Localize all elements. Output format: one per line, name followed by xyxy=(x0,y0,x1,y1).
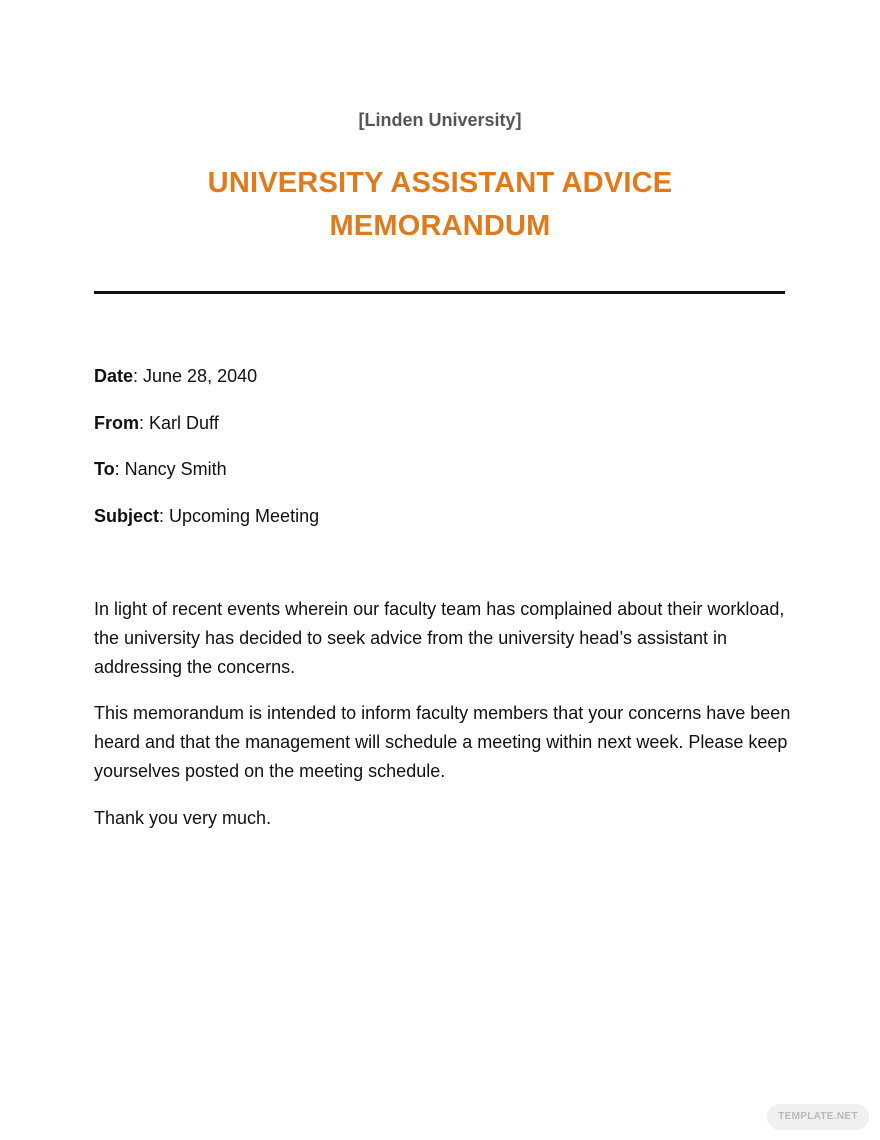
organization-name: [Linden University] xyxy=(358,110,522,130)
template-watermark[interactable]: TEMPLATE.NET xyxy=(767,1104,869,1130)
memo-title: UNIVERSITY ASSISTANT ADVICE MEMORANDUM xyxy=(207,167,673,242)
header-divider xyxy=(94,291,785,294)
body-paragraph-purpose: This memorandum is intended to inform faculty members that your concerns have been heard and that the management will schedule a meeting within next week. Please keep yourselves posted on the meeting schedule. xyxy=(94,703,791,781)
subject-value: : Upcoming Meeting xyxy=(159,506,320,526)
subject-field xyxy=(94,504,319,528)
to-label: To xyxy=(94,459,115,479)
to-field xyxy=(94,457,227,481)
date-value: : June 28, 2040 xyxy=(133,366,258,386)
from-label: From xyxy=(94,413,139,433)
date-label: Date xyxy=(94,366,134,386)
subject-label: Subject xyxy=(94,506,160,526)
body-paragraph-intro: In light of recent events wherein our faculty team has complained about their workload, the university has decided to seek advice from the university head’s assistant in addressing the concerns. xyxy=(94,599,785,677)
to-value: : Nancy Smith xyxy=(114,459,227,479)
from-field xyxy=(94,411,219,435)
from-value: : Karl Duff xyxy=(139,413,219,433)
body-paragraph-closing: Thank you very much. xyxy=(94,808,272,828)
date-field xyxy=(94,364,257,388)
